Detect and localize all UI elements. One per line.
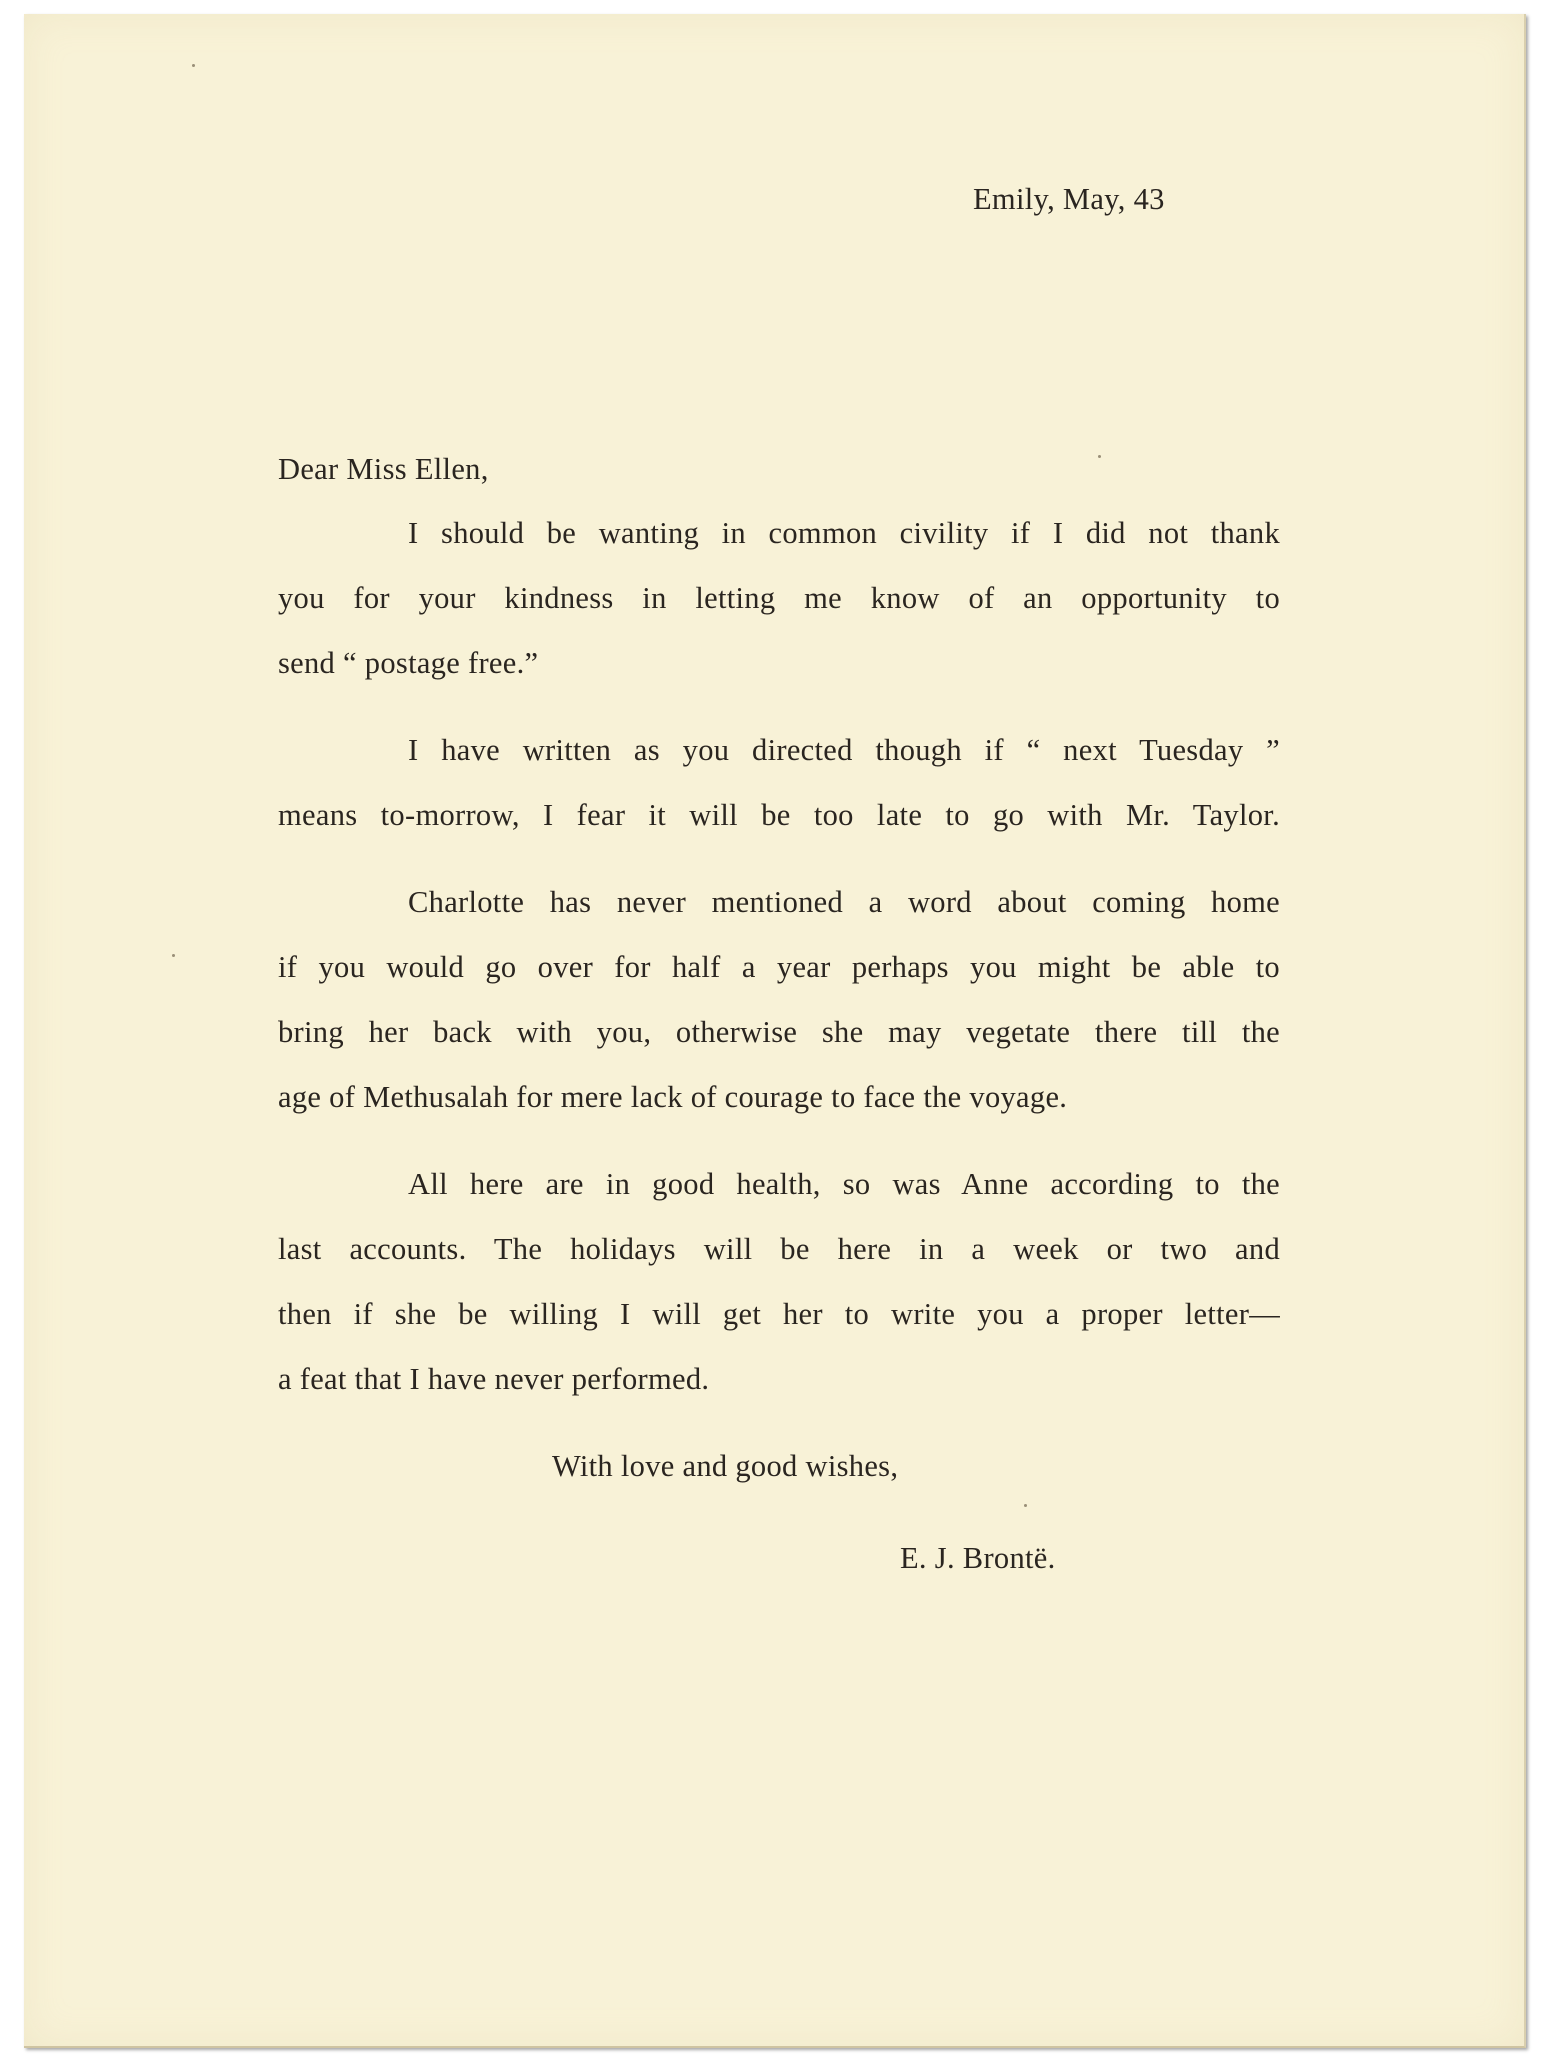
paragraph-1-line-2: you for your kindness in letting me know of an opportunity to [278,581,1280,615]
paper-speck [192,64,195,67]
dateline: Emily, May, 43 [973,182,1165,216]
paper-speck [1024,1504,1027,1507]
paragraph-4-line-2: last accounts. The holidays will be here in a week or two and [278,1232,1280,1266]
paragraph-1-line-3: send “ postage free.” [278,646,539,680]
paragraph-3-line-2: if you would go over for half a year perhaps you might be able to [278,950,1280,984]
paragraph-4-line-3: then if she be willing I will get her to write you a proper letter— [278,1297,1280,1331]
paper-speck [172,954,175,957]
paragraph-3-line-1: Charlotte has never mentioned a word about coming home [408,885,1280,919]
salutation: Dear Miss Ellen, [278,452,489,486]
signature: E. J. Brontë. [900,1541,1056,1575]
paragraph-4-line-1: All here are in good health, so was Anne according to the [408,1167,1280,1201]
paragraph-3-line-3: bring her back with you, otherwise she may vegetate there till the [278,1015,1280,1049]
paragraph-3-line-4: age of Methusalah for mere lack of courage to face the voyage. [278,1080,1068,1114]
paper-speck [1098,455,1101,458]
closing: With love and good wishes, [552,1449,899,1483]
paragraph-2-line-2: means to-morrow, I fear it will be too late to go with Mr. Taylor. [278,798,1280,832]
paragraph-4-line-4: a feat that I have never performed. [278,1362,710,1396]
paragraph-2-line-1: I have written as you directed though if “ next Tuesday ” [408,733,1280,767]
paragraph-1-line-1: I should be wanting in common civility if I did not thank [408,516,1280,550]
